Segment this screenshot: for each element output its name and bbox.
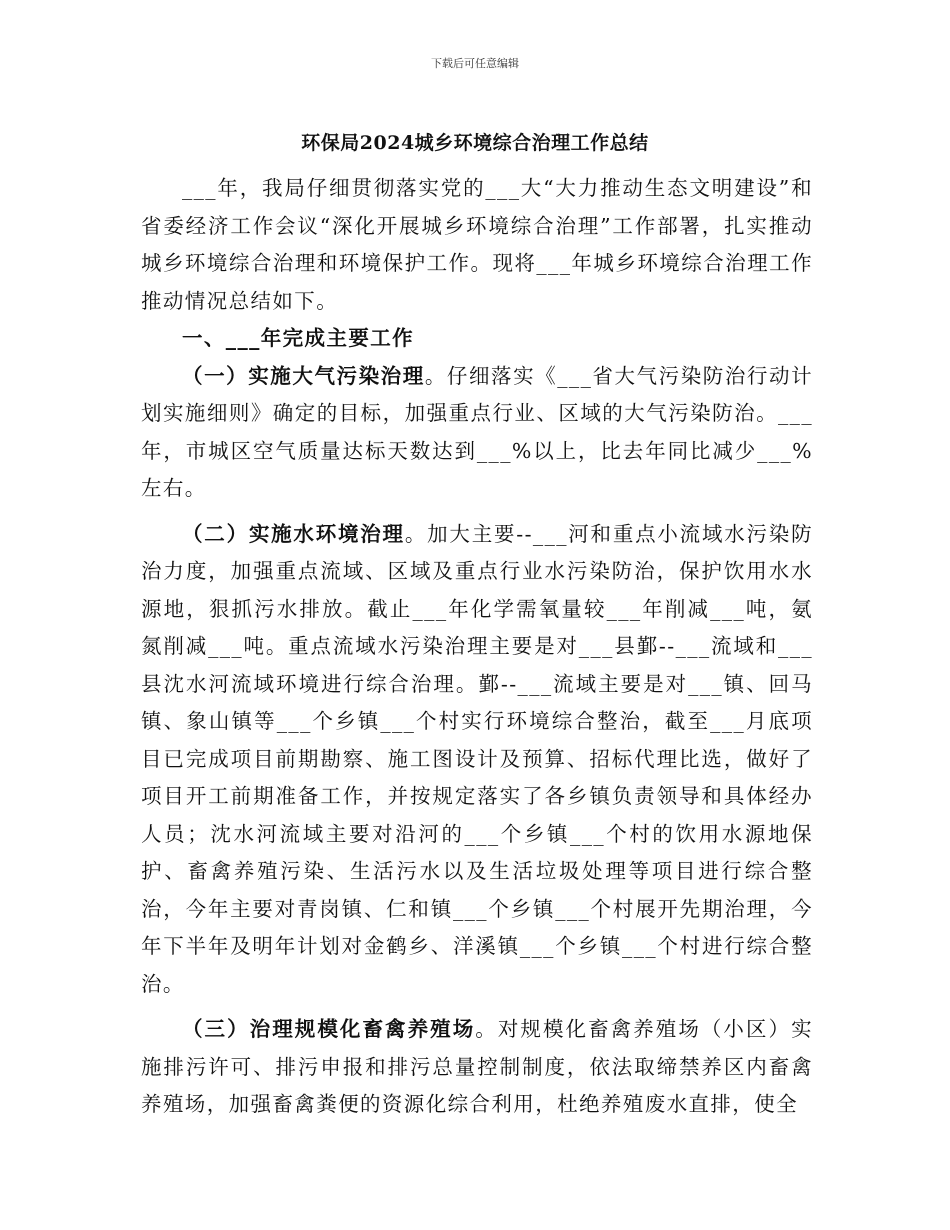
document-title: 环保局2024城乡环境综合治理工作总结	[301, 132, 649, 154]
item-3-title: （三）治理规模化畜禽养殖场	[182, 1017, 476, 1041]
item-2-paragraph	[141, 516, 813, 1004]
document-body	[141, 170, 813, 1124]
item-3-text: 。对规模化畜禽养殖场（小区）实施排污许可、排污申报和排污总量控制制度，依法取缔禁养区内畜禽养殖场，加强畜禽粪便的资源化综合利用，杜绝养殖废水直排，使全	[141, 1017, 814, 1116]
item-2-title: （二）实施水环境治理	[182, 521, 405, 546]
intro-paragraph: ___年，我局仔细贯彻落实党的___大“大力推动生态文明建设”和省委经济工作会议“深化开展城乡环境综合治理”工作部署，扎实推动城乡环境综合治理和环境保护工作。现将___年城乡环境综合治理工作推动情况总结如下。	[141, 176, 813, 313]
item-2-text: 。加大主要--___河和重点小流域水污染防治力度，加强重点流域、区域及重点行业水污染防治，保护饮用水水源地，狠抓污水排放。截止___年化学需氧量较___年削减___吨，氨氮削减___吨。重点流域水污染治理主要是对___县鄞--___流域和___县沈水河流域环境进行综合治理。鄞--___流域主要是对___镇、回马镇、象山镇等___个乡镇___个村实行环境综合整治，截至___月底项目已完成项目前期勘察、施工图设计及预算、招标代理比选，做好了项目开工前期准备工作，并按规定落实了各乡镇负责领导和具体经办人员；沈水河流域主要对沿河的___个乡镇___个村的饮用水源地保护、畜禽养殖污染、生活污水以及生活垃圾处理等项目进行综合整治，今年主要对青岗镇、仁和镇___个乡镇___个村展开先期治理，今年下半年及明年计划对金鹤乡、洋溪镇___个乡镇___个村进行综合整治。	[141, 521, 813, 996]
item-3-paragraph	[141, 1011, 813, 1124]
item-1-paragraph	[141, 358, 813, 508]
item-1-text: 。仔细落实《___省大气污染防治行动计划实施细则》确定的目标，加强重点行业、区域的大气污染防治。___年，市城区空气质量达标天数达到___%以上，比去年同比减少___%左右。	[141, 363, 813, 500]
header-note: 下载后可任意编辑	[431, 57, 519, 70]
item-1-title: （一）实施大气污染治理	[182, 363, 425, 388]
section-heading: 一、___年完成主要工作	[182, 326, 415, 350]
